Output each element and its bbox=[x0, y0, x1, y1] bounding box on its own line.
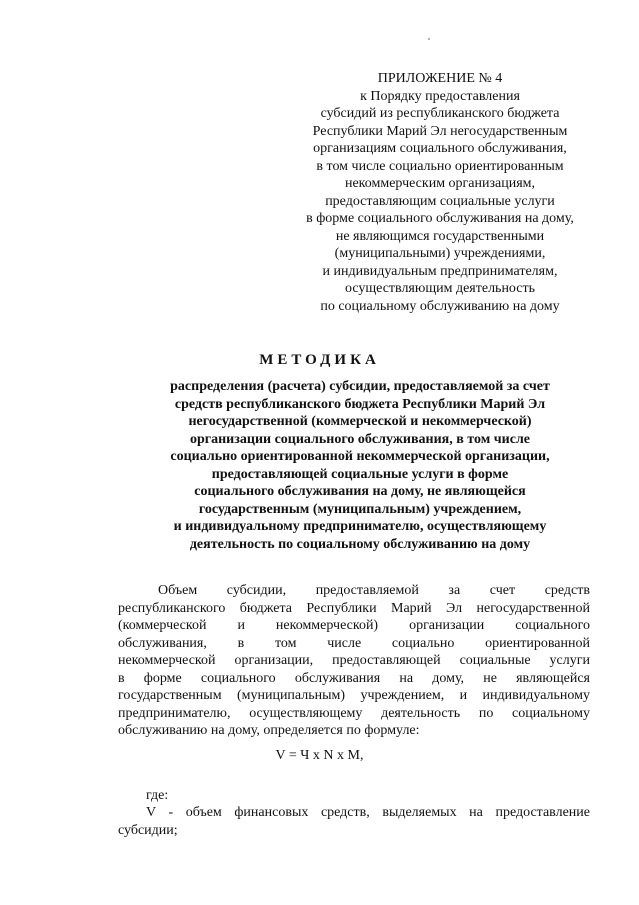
annex-line: ПРИЛОЖЕНИЕ № 4 bbox=[377, 71, 503, 86]
subtitle-line: негосударственной (коммерческой и некоммерческой) bbox=[188, 414, 532, 429]
body-line: некоммерческой организации, предоставляющей социальные услуги bbox=[118, 653, 590, 668]
subtitle-line: распределения (расчета) субсидии, предоставляемой за счет bbox=[170, 379, 550, 394]
formula: V = Ч x N x M, bbox=[275, 748, 364, 763]
annex-line: не являющимся государственными bbox=[335, 228, 545, 244]
annex-line: предоставляющим социальные услуги bbox=[325, 193, 555, 209]
subtitle-line: социального обслуживания на дому, не являющейся bbox=[194, 484, 526, 499]
subtitle-line: деятельность по социальному обслуживанию на дому bbox=[189, 536, 531, 552]
annex-line: осуществляющим деятельность bbox=[344, 281, 536, 296]
annex-line: в том числе социально ориентированным bbox=[316, 158, 564, 174]
body-line: обслуживанию на дому, определяется по формуле: bbox=[118, 723, 420, 738]
body-line: государственным (муниципальным) учреждением, и индивидуальному bbox=[118, 688, 590, 703]
body-line: предпринимателю, осуществляющему деятельность по социальному bbox=[118, 705, 590, 721]
definition-line: субсидии; bbox=[118, 822, 178, 838]
document-subtitle bbox=[120, 378, 600, 553]
definition-paragraph bbox=[118, 804, 590, 839]
subtitle-line: предоставляющей социальные услуги в форме bbox=[211, 466, 509, 482]
annex-line: (муниципальными) учреждениями, bbox=[334, 246, 546, 261]
subtitle-line: государственным (муниципальным) учреждением, bbox=[198, 501, 522, 517]
body-line: (коммерческой и некоммерческой) организации социального bbox=[118, 618, 590, 633]
annex-line: организациям социального обслуживания, bbox=[313, 141, 567, 156]
annex-line: и индивидуальным предпринимателям, bbox=[322, 263, 558, 279]
scan-speck bbox=[428, 38, 430, 40]
where-label: где: bbox=[146, 788, 169, 803]
subtitle-line: средств республиканского бюджета Республики Марий Эл bbox=[174, 396, 546, 412]
annex-line: к Порядку предоставления bbox=[360, 88, 520, 104]
document-title: МЕТОДИКА bbox=[259, 352, 380, 368]
body-line: в форме социального обслуживания на дому, не являющейся bbox=[118, 670, 590, 686]
annex-header bbox=[270, 70, 610, 315]
definition-line: V - объем финансовых средств, выделяемых на предоставление bbox=[146, 805, 590, 820]
body-paragraph bbox=[118, 582, 590, 740]
subtitle-line: и индивидуальному предпринимателю, осуществляющему bbox=[173, 519, 547, 534]
annex-line: субсидий из республиканского бюджета bbox=[320, 106, 560, 121]
body-line: обслуживания, в том числе социально ориентированной bbox=[118, 635, 590, 651]
annex-line: по социальному обслуживанию на дому bbox=[320, 298, 560, 314]
annex-line: в форме социального обслуживания на дому, bbox=[306, 211, 574, 226]
body-line: республиканского бюджета Республики Марий Эл негосударственной bbox=[118, 600, 590, 616]
annex-line: некоммерческим организациям, bbox=[344, 176, 536, 191]
annex-line: Республики Марий Эл негосударственным bbox=[312, 123, 568, 139]
subtitle-line: социально ориентированной некоммерческой организации, bbox=[170, 449, 550, 464]
body-line: Объем субсидии, предоставляемой за счет средств bbox=[158, 583, 590, 598]
subtitle-line: организации социального обслуживания, в том числе bbox=[189, 431, 531, 447]
